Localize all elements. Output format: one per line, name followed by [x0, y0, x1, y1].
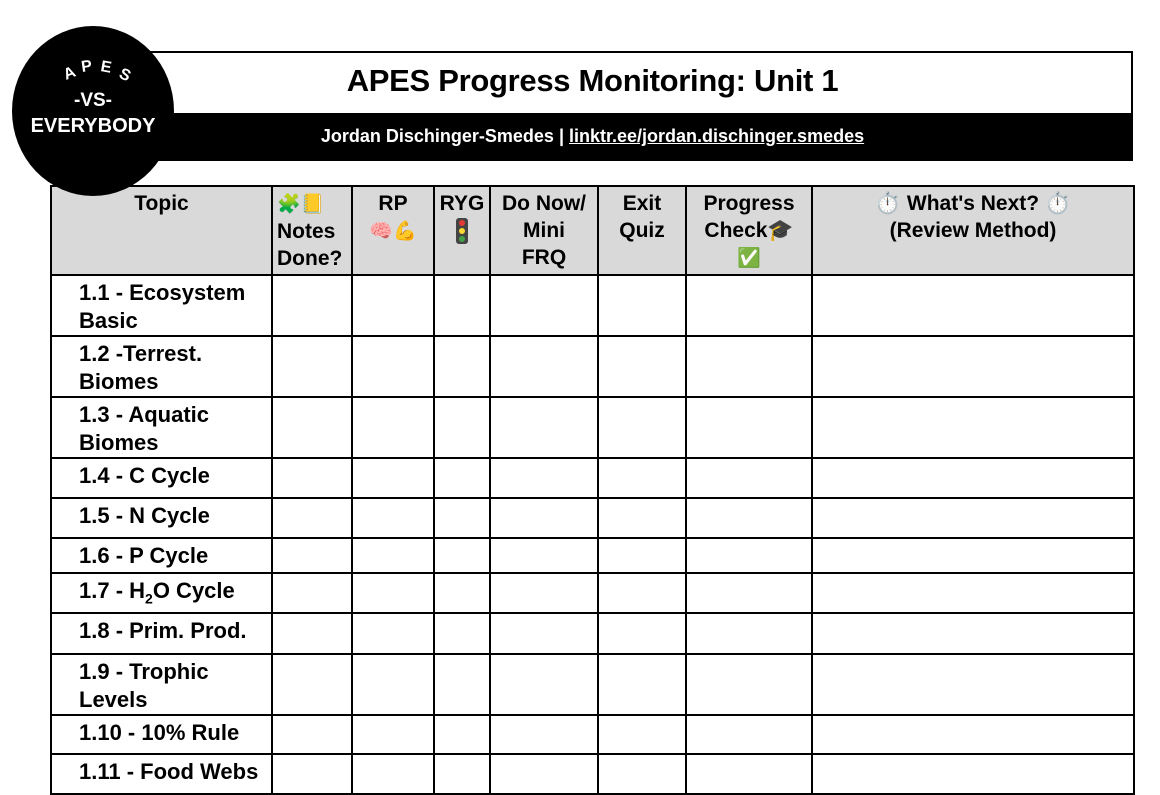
table-row [51, 613, 1134, 654]
ryg-cell[interactable] [434, 458, 490, 498]
whats-next-cell[interactable] [812, 458, 1134, 498]
whats-next-cell[interactable] [812, 654, 1134, 715]
whats-next-cell[interactable] [812, 275, 1134, 336]
col-exit-quiz [598, 186, 686, 275]
rp-cell[interactable] [352, 498, 434, 538]
col-rp-label: RP [378, 192, 408, 215]
topic-cell: 1.11 - Food Webs [51, 754, 272, 794]
col-progress-line1: Progress [703, 192, 795, 215]
exit-quiz-cell[interactable] [598, 458, 686, 498]
notes-done-cell[interactable] [272, 458, 352, 498]
notes-done-cell[interactable] [272, 573, 352, 613]
whats-next-cell[interactable] [812, 397, 1134, 458]
svg-text:P: P [80, 57, 94, 76]
col-donow-line1: Do Now/ [502, 192, 586, 215]
col-ryg [434, 186, 490, 275]
ryg-cell[interactable] [434, 573, 490, 613]
table-row [51, 498, 1134, 538]
puzzle-notebook-icon: 🧩📒 [277, 194, 325, 215]
topic-h2o-prefix: 1.7 - H [79, 578, 146, 603]
whats-next-cell[interactable] [812, 715, 1134, 754]
apes-vs-everybody-logo [12, 26, 174, 196]
do-now-cell[interactable] [490, 275, 598, 336]
rp-cell[interactable] [352, 754, 434, 794]
col-notes-line1: Notes [277, 220, 336, 243]
col-ryg-label: RYG [439, 192, 485, 215]
exit-quiz-cell[interactable] [598, 573, 686, 613]
header-row [51, 186, 1134, 275]
col-donow-line2: Mini [523, 219, 565, 242]
ryg-cell[interactable] [434, 613, 490, 654]
progress-check-cell[interactable] [686, 613, 812, 654]
title-box [52, 51, 1133, 113]
progress-check-cell[interactable] [686, 715, 812, 754]
rp-cell[interactable] [352, 538, 434, 573]
ryg-cell[interactable] [434, 654, 490, 715]
page-title: APES Progress Monitoring: Unit 1 [346, 63, 839, 98]
col-progress-line2: Check🎓 [704, 219, 794, 242]
ryg-cell[interactable] [434, 538, 490, 573]
author-bar [52, 113, 1133, 161]
table-row [51, 538, 1134, 573]
table-row [51, 336, 1134, 397]
exit-quiz-cell[interactable] [598, 336, 686, 397]
author-line [52, 126, 1133, 147]
svg-text:E: E [99, 58, 113, 77]
col-donow-line3: FRQ [521, 246, 567, 269]
progress-check-cell[interactable] [686, 573, 812, 613]
exit-quiz-cell[interactable] [598, 715, 686, 754]
traffic-light-icon [456, 218, 468, 244]
col-notes-done [272, 186, 352, 275]
table-row [51, 397, 1134, 458]
notes-done-cell[interactable] [272, 654, 352, 715]
whats-next-cell[interactable] [812, 573, 1134, 613]
ryg-cell[interactable] [434, 336, 490, 397]
whats-next-cell[interactable] [812, 498, 1134, 538]
col-next-line1: ⏱️ What's Next? ⏱️ [874, 192, 1072, 215]
rp-cell[interactable] [352, 275, 434, 336]
do-now-cell[interactable] [490, 573, 598, 613]
linktree-link[interactable]: linktr.ee/jordan.dischinger.smedes [568, 126, 865, 146]
do-now-cell[interactable] [490, 397, 598, 458]
exit-quiz-cell[interactable] [598, 397, 686, 458]
whats-next-cell[interactable] [812, 538, 1134, 573]
ryg-cell[interactable] [434, 397, 490, 458]
col-notes-line2: Done? [277, 247, 343, 270]
ryg-cell[interactable] [434, 275, 490, 336]
exit-quiz-cell[interactable] [598, 275, 686, 336]
rp-cell[interactable] [352, 573, 434, 613]
table-row [51, 458, 1134, 498]
notes-done-cell[interactable] [272, 498, 352, 538]
notes-done-cell[interactable] [272, 538, 352, 573]
logo-vs: -VS- [74, 90, 112, 111]
progress-check-cell[interactable] [686, 397, 812, 458]
do-now-cell[interactable] [490, 613, 598, 654]
do-now-cell[interactable] [490, 336, 598, 397]
progress-table [50, 185, 1135, 795]
do-now-cell[interactable] [490, 498, 598, 538]
progress-check-cell[interactable] [686, 538, 812, 573]
do-now-cell[interactable] [490, 754, 598, 794]
topic-cell: 1.6 - P Cycle [51, 538, 272, 573]
whats-next-cell[interactable] [812, 336, 1134, 397]
topic-cell: 1.10 - 10% Rule [51, 715, 272, 754]
col-whats-next [812, 186, 1134, 275]
exit-quiz-cell[interactable] [598, 613, 686, 654]
svg-text:S: S [116, 65, 134, 86]
progress-check-cell[interactable] [686, 654, 812, 715]
col-exit-line1: Exit [622, 192, 662, 215]
rp-cell[interactable] [352, 336, 434, 397]
notes-done-cell[interactable] [272, 754, 352, 794]
rp-cell[interactable] [352, 613, 434, 654]
topic-cell: 1.9 - Trophic Levels [51, 654, 272, 715]
col-exit-line2: Quiz [619, 219, 665, 242]
topic-cell: 1.1 - Ecosystem Basic [51, 275, 272, 336]
ryg-cell[interactable] [434, 498, 490, 538]
exit-quiz-cell[interactable] [598, 654, 686, 715]
table-row [51, 654, 1134, 715]
topic-h2o-subscript: 2 [145, 590, 153, 607]
topic-cell [51, 573, 272, 613]
brain-muscle-icon: 🧠💪 [369, 221, 417, 242]
topic-cell: 1.2 -Terrest. Biomes [51, 336, 272, 397]
progress-check-cell[interactable] [686, 458, 812, 498]
col-do-now [490, 186, 598, 275]
progress-check-cell[interactable] [686, 336, 812, 397]
notes-done-cell[interactable] [272, 613, 352, 654]
whats-next-cell[interactable] [812, 613, 1134, 654]
notes-done-cell[interactable] [272, 715, 352, 754]
topic-cell: 1.8 - Prim. Prod. [51, 613, 272, 654]
rp-cell[interactable] [352, 397, 434, 458]
table-row [51, 715, 1134, 754]
table-row [51, 275, 1134, 336]
topic-cell: 1.4 - C Cycle [51, 458, 272, 498]
topic-cell: 1.3 - Aquatic Biomes [51, 397, 272, 458]
rp-cell[interactable] [352, 715, 434, 754]
col-progress-check [686, 186, 812, 275]
logo-everybody: EVERYBODY [30, 115, 156, 137]
check-mark-icon: ✅ [737, 248, 761, 269]
exit-quiz-cell[interactable] [598, 498, 686, 538]
col-next-line2: (Review Method) [889, 219, 1057, 242]
do-now-cell[interactable] [490, 715, 598, 754]
topic-cell: 1.5 - N Cycle [51, 498, 272, 538]
svg-text:A: A [61, 63, 79, 84]
ryg-cell[interactable] [434, 715, 490, 754]
author-name: Jordan Dischinger-Smedes | [320, 126, 569, 146]
table-row [51, 573, 1134, 613]
notes-done-cell[interactable] [272, 397, 352, 458]
notes-done-cell[interactable] [272, 336, 352, 397]
do-now-cell[interactable] [490, 458, 598, 498]
col-rp [352, 186, 434, 275]
table-row [51, 754, 1134, 794]
rp-cell[interactable] [352, 654, 434, 715]
progress-check-cell[interactable] [686, 754, 812, 794]
rp-cell[interactable] [352, 458, 434, 498]
progress-check-cell[interactable] [686, 498, 812, 538]
do-now-cell[interactable] [490, 538, 598, 573]
exit-quiz-cell[interactable] [598, 754, 686, 794]
progress-check-cell[interactable] [686, 275, 812, 336]
topic-h2o-suffix: O Cycle [152, 578, 235, 603]
exit-quiz-cell[interactable] [598, 538, 686, 573]
notes-done-cell[interactable] [272, 275, 352, 336]
do-now-cell[interactable] [490, 654, 598, 715]
col-topic: Topic [51, 186, 272, 275]
ryg-cell[interactable] [434, 754, 490, 794]
whats-next-cell[interactable] [812, 754, 1134, 794]
